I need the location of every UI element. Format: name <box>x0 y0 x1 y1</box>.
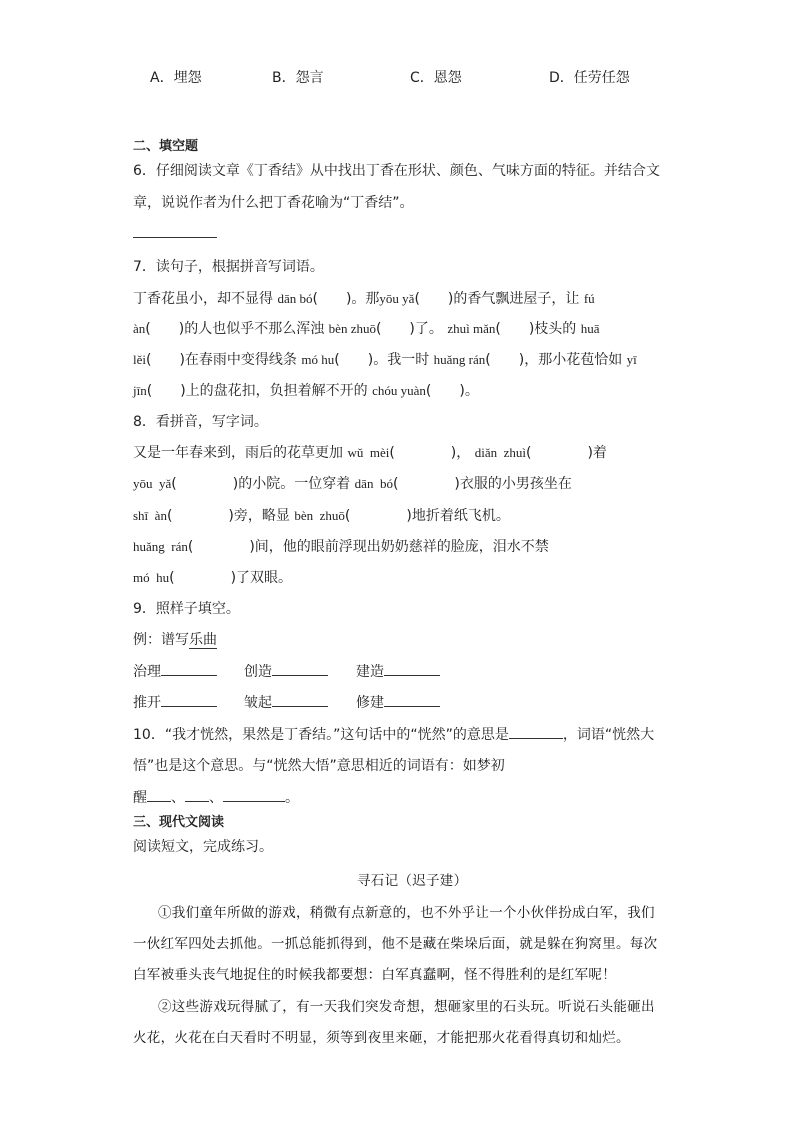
q9-word: 修建 <box>356 695 384 711</box>
q8-line3 <box>133 505 510 525</box>
pinyin: àn <box>133 321 146 336</box>
q7-blank-text[interactable]: ( )在春雨中变得线条 <box>146 352 297 368</box>
pinyin: yōu yǎ <box>133 476 172 491</box>
q7-blank-text[interactable]: ( )上的盘花扣，负担着解不开的 <box>146 383 368 399</box>
pinyin: dān bó <box>277 291 313 306</box>
q9-blank[interactable] <box>272 694 328 707</box>
q10-blank[interactable] <box>223 789 285 802</box>
pinyin: shī àn <box>133 508 167 523</box>
q10-blank[interactable] <box>147 789 171 802</box>
pinyin: huǎng rán <box>133 539 188 554</box>
section3-title: 三、现代文阅读 <box>133 815 225 830</box>
q8-text: 又是一年春来到，雨后的花草更加 <box>133 445 343 461</box>
q9-blank[interactable] <box>272 663 328 676</box>
q10-text: 醒 <box>133 790 147 806</box>
q8-blank-text[interactable]: ( )间，他的眼前浮现出奶奶慈祥的脸庞，泪水不禁 <box>187 539 549 555</box>
q8-blank-text[interactable]: ( )衣服的小男孩坐在 <box>392 476 572 492</box>
q7-blank-text[interactable]: ( )。 <box>425 383 479 399</box>
q10-line3 <box>133 787 299 807</box>
passage-title: 寻石记（迟子建） <box>357 873 468 889</box>
q9-row2-item <box>356 692 440 712</box>
q9-blank[interactable] <box>161 663 217 676</box>
q9-word: 创造 <box>244 664 272 680</box>
q9-word: 皱起 <box>244 695 272 711</box>
passage-p1-line2: 一伙红军四处去抓他。一抓总能抓得到，他不是藏在柴垛后面，就是躲在狗窝里。每次 <box>133 936 658 952</box>
passage-p2-line1: ②这些游戏玩得腻了，有一天我们突发奇想，想砸家里的石头玩。听说石头能砸出 <box>158 999 655 1015</box>
option-a[interactable]: A．埋怨 <box>150 70 202 86</box>
q9-row2-item <box>244 692 328 712</box>
q8-title: 8．看拼音，写字词。 <box>133 414 268 430</box>
q7-line1 <box>133 288 595 308</box>
pinyin: fú <box>583 291 595 306</box>
q10-separator: 、 <box>209 790 223 806</box>
q7-line2 <box>133 318 600 338</box>
q9-word: 建造 <box>356 664 384 680</box>
q9-row1-item <box>244 661 328 681</box>
pinyin: huā <box>580 321 600 336</box>
q7-title: 7．读句子，根据拼音写词语。 <box>133 259 324 275</box>
pinyin: mó hu <box>133 570 170 585</box>
option-b[interactable]: B．怨言 <box>272 70 324 86</box>
passage-p1-line3: 白军被垂头丧气地捉住的时候我都要想：白军真蠢啊，怪不得胜利的是红军呢！ <box>133 967 616 983</box>
q7-blank-text[interactable]: ( )的人也似乎不那么浑浊 <box>145 321 325 337</box>
pinyin: chóu yuàn <box>372 383 426 398</box>
q9-row1-item <box>133 661 217 681</box>
q10-separator: 、 <box>171 790 185 806</box>
q10-text: 。 <box>285 790 299 806</box>
q8-line5 <box>133 567 292 587</box>
passage-p1-line1: ①我们童年所做的游戏，稍微有点新意的，也不外乎让一个小伙伴扮成白军，我们 <box>158 905 655 921</box>
q7-blank-text[interactable]: ( )的香气飘进屋子，让 <box>414 291 580 307</box>
q8-blank-text[interactable]: ( )的小院。一位穿着 <box>171 476 351 492</box>
q9-blank[interactable] <box>384 663 440 676</box>
pinyin: yī <box>626 352 637 367</box>
section2-title: 二、填空题 <box>133 139 199 154</box>
q7-line4 <box>133 380 479 400</box>
q6-line2: 章，说说作者为什么把丁香花喻为“丁香结”。 <box>133 195 414 211</box>
pinyin: huǎng rán <box>433 352 486 367</box>
q7-blank-text[interactable]: ( )，那小花苞恰如 <box>485 352 623 368</box>
q10-blank[interactable] <box>185 789 209 802</box>
q8-line4 <box>133 536 549 556</box>
pinyin: mó hu <box>301 352 335 367</box>
reading-instruction: 阅读短文，完成练习。 <box>133 839 273 855</box>
pinyin: lěi <box>133 352 146 367</box>
q7-text: 丁香花虽小，却不显得 <box>133 291 273 307</box>
q10-line1 <box>133 724 654 744</box>
q9-blank[interactable] <box>384 694 440 707</box>
q8-blank-text[interactable]: ( )地折着纸飞机。 <box>344 508 510 524</box>
q9-blank[interactable] <box>161 694 217 707</box>
q8-line2 <box>133 473 572 493</box>
q8-line1 <box>133 442 607 462</box>
q10-text: ，词语“恍然大 <box>562 727 655 743</box>
q7-blank-text[interactable]: ( )。我一时 <box>334 352 430 368</box>
pinyin: jīn <box>133 383 147 398</box>
q7-blank-text[interactable]: ( )。那 <box>312 291 380 307</box>
pinyin: wǔ mèi <box>347 445 390 460</box>
q10-text: 10．“我才恍然，果然是丁香结。”这句话中的“恍然”的意思是 <box>133 727 509 743</box>
q8-blank-text[interactable]: ( )， <box>389 445 471 461</box>
pinyin: zhuì mǎn <box>447 321 496 336</box>
q7-blank-text[interactable]: ( )了。 <box>375 321 443 337</box>
pinyin: yōu yǎ <box>379 291 415 306</box>
pinyin: dān bó <box>354 476 393 491</box>
q8-blank-text[interactable]: ( )了双眼。 <box>169 570 293 586</box>
option-c[interactable]: C．恩怨 <box>410 70 462 86</box>
q9-row2-item <box>133 692 217 712</box>
q6-line1: 6．仔细阅读文章《丁香结》从中找出丁香在形状、颜色、气味方面的特征。并结合文 <box>133 163 660 179</box>
q9-word: 治理 <box>133 664 161 680</box>
q9-example-prefix: 例：谱写 <box>133 632 189 648</box>
pinyin: bèn zhuō <box>328 321 376 336</box>
passage-p2-line2: 火花，火花在白天看时不明显，须等到夜里来砸，才能把那火花看得真切和灿烂。 <box>133 1030 630 1046</box>
option-d[interactable]: D．任劳任怨 <box>549 70 630 86</box>
q10-line2: 悟”也是这个意思。与“恍然大悟”意思相近的词语有：如梦初 <box>133 758 505 774</box>
q8-blank-text[interactable]: ( )旁，略显 <box>166 508 290 524</box>
q10-blank[interactable] <box>509 726 563 739</box>
q9-example <box>133 629 217 649</box>
q9-title: 9．照样子填空。 <box>133 601 240 617</box>
q8-blank-text[interactable]: ( )着 <box>526 445 607 461</box>
q7-line3 <box>133 349 637 369</box>
q6-answer-line[interactable] <box>133 237 217 238</box>
q9-example-word: 乐曲 <box>189 632 217 648</box>
q7-blank-text[interactable]: ( )枝头的 <box>495 321 577 337</box>
q9-row1-item <box>356 661 440 681</box>
q9-word: 推开 <box>133 695 161 711</box>
pinyin: diǎn zhuì <box>474 445 526 460</box>
pinyin: bèn zhuō <box>294 508 345 523</box>
